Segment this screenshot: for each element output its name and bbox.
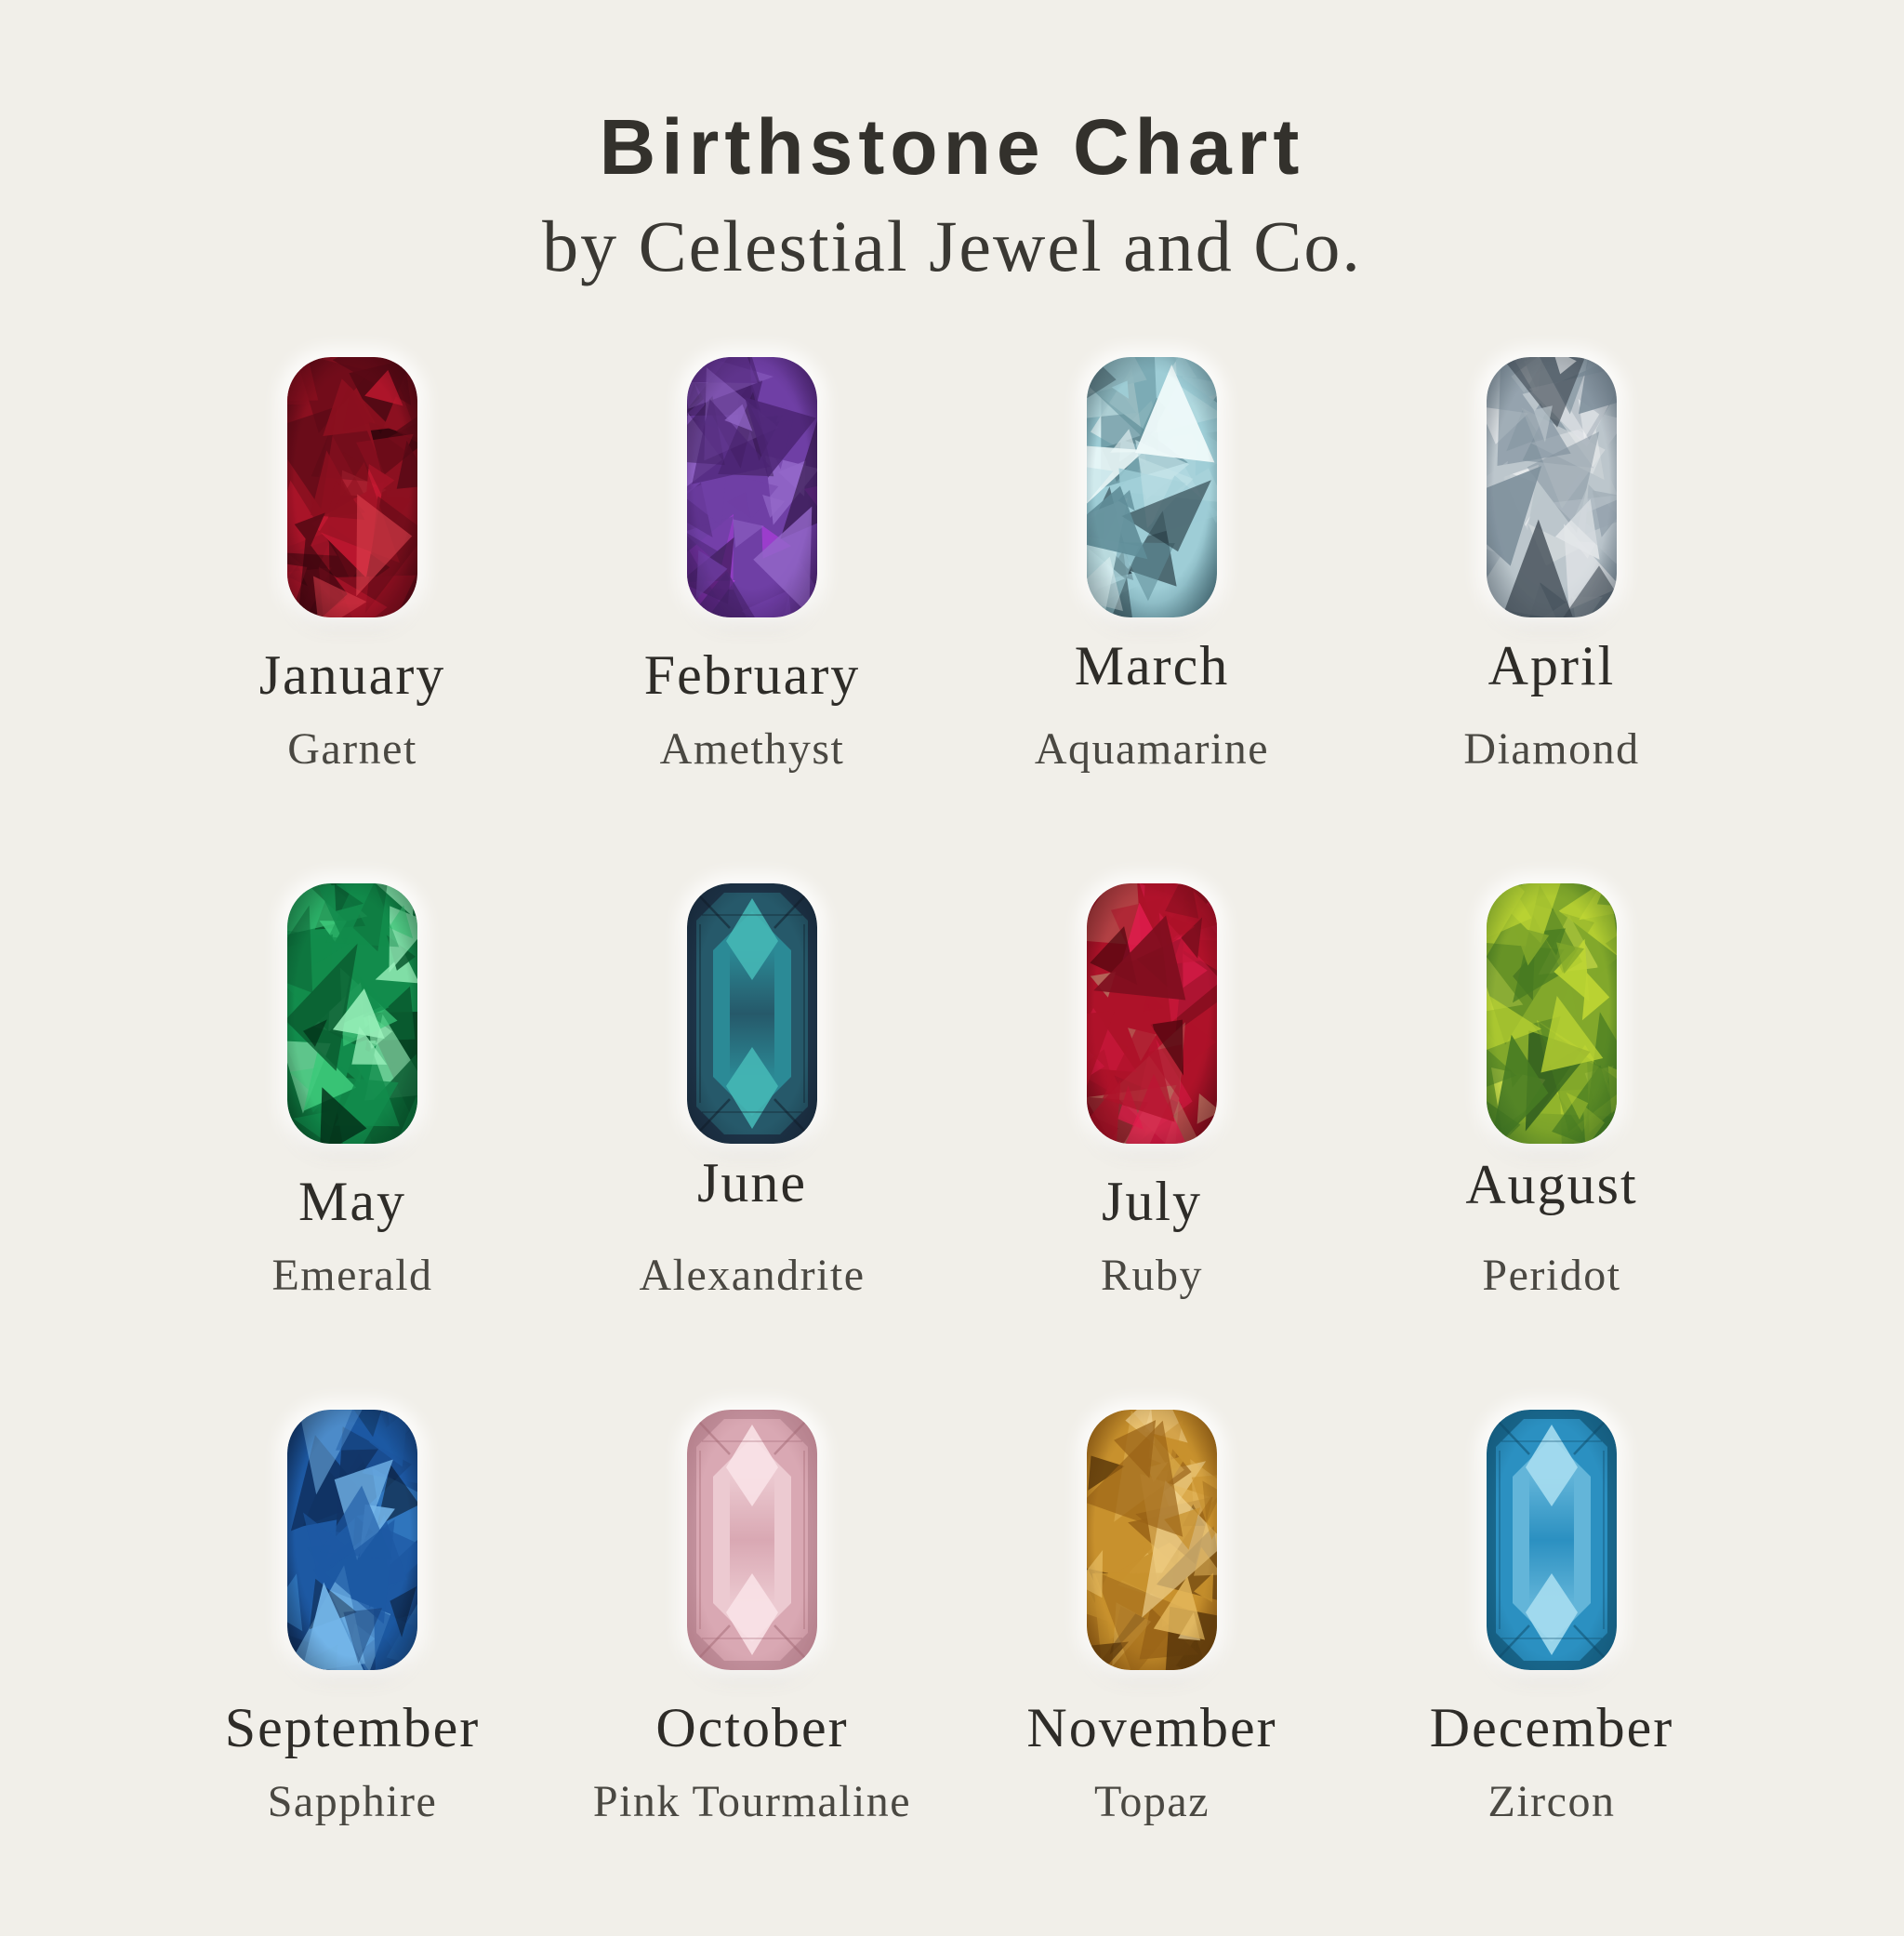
stone-cell-june [552,883,952,1410]
stone-cell-september [152,1410,552,1936]
month-label: November [1026,1697,1277,1758]
stone-cell-march [952,357,1352,883]
amethyst-gem-image [687,357,817,617]
alexandrite-gem-image [687,883,817,1144]
stone-name-label: Emerald [271,1251,433,1300]
aquamarine-gem-image [1087,357,1217,617]
page-title: Birthstone Chart [599,103,1305,191]
garnet-gem-image [287,357,417,617]
topaz-gem-image [1087,1410,1217,1670]
month-label: March [1074,635,1230,696]
stone-cell-april [1352,357,1752,883]
stone-cell-august [1352,883,1752,1410]
stone-name-label: Sapphire [267,1777,438,1826]
stone-name-label: Pink Tourmaline [592,1777,912,1826]
sapphire-gem-image [287,1410,417,1670]
month-label: April [1488,635,1616,696]
zircon-gem-image [1487,1410,1617,1670]
stone-cell-october [552,1410,952,1936]
stone-name-label: Amethyst [659,724,845,774]
month-label: February [643,644,861,706]
stone-name-label: Ruby [1100,1251,1203,1300]
month-label: July [1101,1171,1203,1232]
month-label: January [258,644,446,706]
month-label: October [655,1697,849,1758]
month-label: May [298,1171,406,1232]
stone-cell-november [952,1410,1352,1936]
stone-name-label: Peridot [1482,1251,1621,1300]
month-label: September [224,1697,481,1758]
stone-name-label: Zircon [1488,1777,1616,1826]
stone-name-label: Aquamarine [1034,724,1270,774]
stone-name-label: Alexandrite [639,1251,866,1300]
stone-name-label: Topaz [1093,1777,1210,1826]
birthstone-grid [0,357,1904,1936]
stone-cell-february [552,357,952,883]
stone-cell-january [152,357,552,883]
month-label: August [1465,1154,1638,1215]
month-label: June [697,1152,807,1213]
month-label: December [1429,1697,1674,1758]
chart-header [0,0,1904,286]
stone-cell-july [952,883,1352,1410]
stone-cell-may [152,883,552,1410]
stone-name-label: Diamond [1463,724,1640,774]
emerald-gem-image [287,883,417,1144]
diamond-gem-image [1487,357,1617,617]
page-subtitle: by Celestial Jewel and Co. [542,206,1362,286]
pink-tourmaline-gem-image [687,1410,817,1670]
peridot-gem-image [1487,883,1617,1144]
ruby-gem-image [1087,883,1217,1144]
stone-name-label: Garnet [287,724,417,774]
stone-cell-december [1352,1410,1752,1936]
